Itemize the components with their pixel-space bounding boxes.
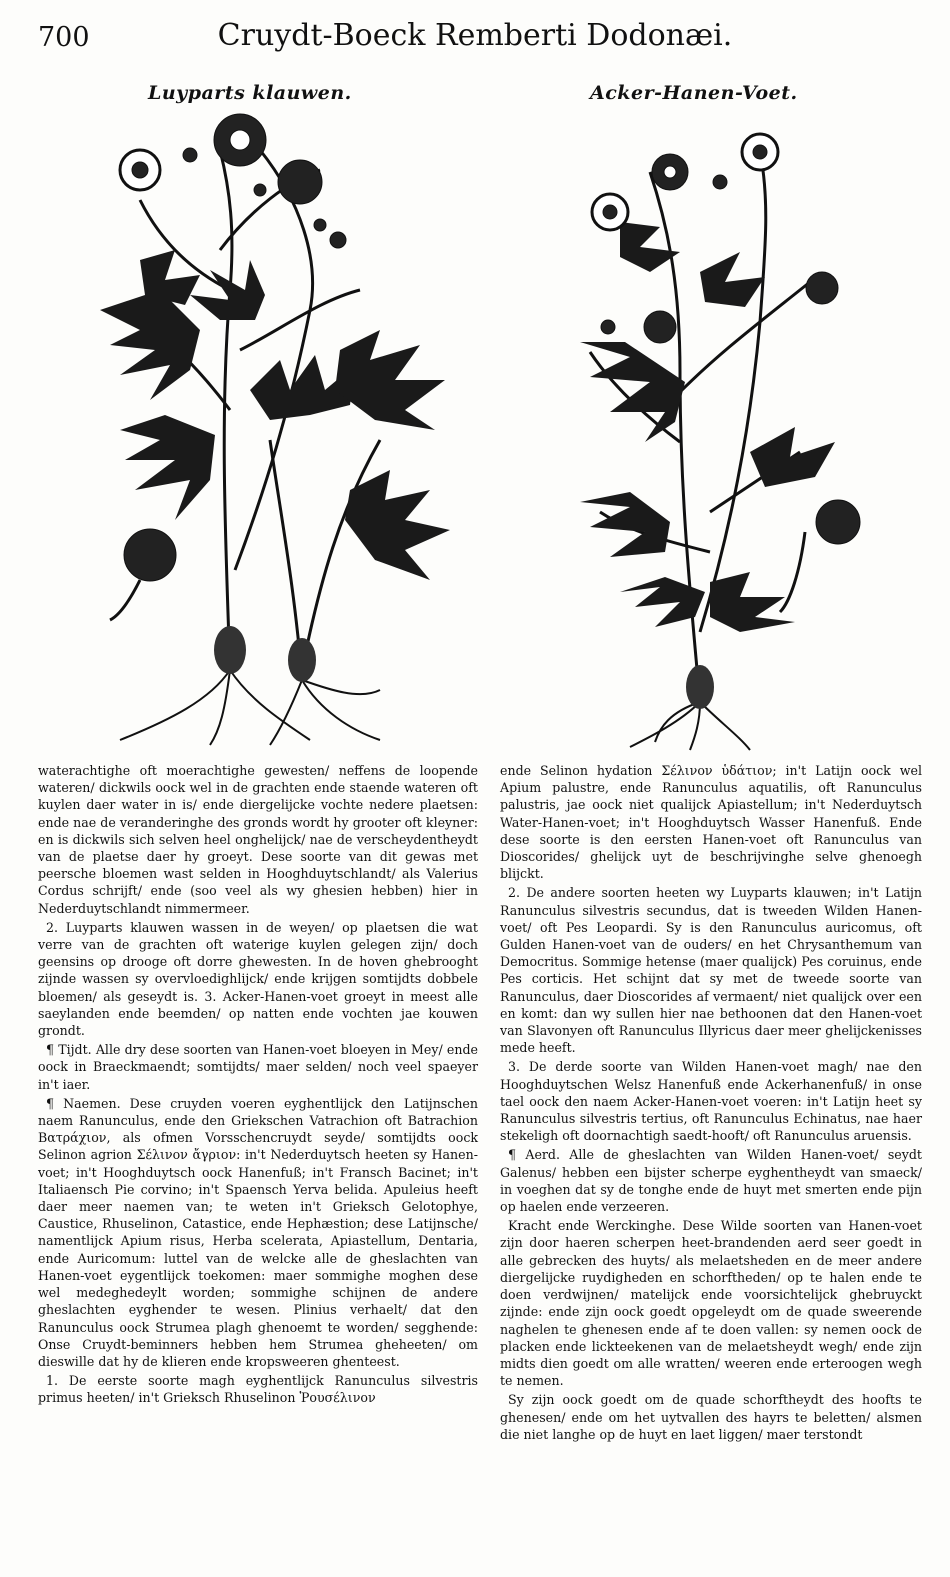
text-column-left — [38, 762, 478, 1407]
paragraph: 3. De derde soorte van Wilden Hanen-voet magh/ nae den Hooghduytschen Welsz Hanenfuß ende Ackerhanenfuß/ in onse tael oock den naem Acker-Hanen-voet voeren: in't Latijn heet sy Ranunculus silvestris tertius, oft Ranunculus Echinatus, nae haer stekeligh oft doornachtigh saedt-hooft/ oft Ranunculus aruensis. — [500, 1059, 922, 1144]
figure-caption-left: Luyparts klauwen. — [148, 82, 352, 104]
paragraph: Sy zijn oock goedt om de quade schorftheydt des hoofts te ghenesen/ ende om het uytvallen des hayrs te beletten/ alsmen die niet langhe op de huyt en laet liggen/ maer terstondt — [500, 1392, 922, 1442]
paragraph: ¶ Naemen. Dese cruyden voeren eyghentlijck den Latijnschen naem Ranunculus, ende den Griekschen Vatrachion oft Batrachion Βατράχιον, als ofmen Vorsschencruydt seyde/ somtijdts oock Selinon agrion Σέλινον ἄγριον: in't Nederduytsch heeten sy Hanen-voet; in't Hooghduytsch oock Hanenfuß; in't Fransch Bacinet; in't Italiaensch Pie corvino; in't Spaensch Yerva belida. Apuleius heeft daer meer naemen van; te weten in't Grieksch Gelotophye, Caustice, Rhuselinon, Catastice, ende Hephæstion; dese Latijnsche/ namentlijck Apium risus, Herba scelerata, Apiastellum, Dentaria, ende Auricomum: luttel van de welcke alle de gheslachten van Hanen-voet eygentlijck toekomen: maer sommighe moghen dese wel medeghedeylt worden; sommighe schijnen de andere gheslachten eyghender te wesen. Plinius verhaelt/ dat den Ranunculus oock Strumea plagh ghenoemt te worden/ segghende: Onse Cruydt-beminners hebben hem Strumea gheheeten/ om dieswille dat hy de klieren ende kropsweeren ghenteest. — [38, 1095, 478, 1369]
paragraph: ¶ Aerd. Alle de gheslachten van Wilden Hanen-voet/ seydt Galenus/ hebben een bijster scherpe eyghentheydt van smaeck/ in voeghen dat sy de tonghe ende de huyt met smerten ende pijn op haelen ende verzeeren. — [500, 1147, 922, 1215]
page-header — [0, 18, 950, 58]
running-title: Cruydt-Boeck Remberti Dodonæi. — [217, 18, 733, 53]
text-column-right — [500, 762, 922, 1443]
figure-caption-right: Acker-Hanen-Voet. — [590, 82, 798, 104]
paragraph: 2. De andere soorten heeten wy Luyparts klauwen; in't Latijn Ranunculus silvestris secundus, dat is tweeden Wilden Hanen-voet/ oft Pes Leopardi. Sy is den Ranunculus auricomus, oft Gulden Hanen-voet van de ouders/ en het Chrysanthemum van Democritus. Sommige hetense (maer qualijck) Pes coruinus, ende Pes corticis. Het schijnt dat sy met de tweede soorte van Ranunculus, daer Dioscorides af vermaent/ niet qualijck over een en komt: dan wy sullen hier nae bethoonen dat den Hanen-voet van Slavonyen oft Ranunculus Illyricus daer meer ghelijckenisses mede heeft. — [500, 885, 922, 1056]
paragraph: 2. Luyparts klauwen wassen in de weyen/ op plaetsen die wat verre van de grachten oft waterige kuylen gelegen zijn/ doch geensins op drooge oft dorre ghewesten. In de hoven ghebrooght zijnde wassen sy overvloedighlijck/ ende krijgen somtijdts dobbele bloemen/ als geseydt is. 3. Acker-Hanen-voet groeyt in meest alle saeylanden ende beemden/ op natten ende vochten jae kouwen grondt. — [38, 919, 478, 1039]
woodcut-illustration-left — [80, 110, 460, 750]
paragraph: waterachtighe oft moerachtighe gewesten/ neffens de loopende wateren/ dickwils oock wel in de grachten ende staende wateren oft kuylen daer water in is/ ende diergelijcke vochte nedere plaetsen: ende nae de veranderinghe des gronds wordt hy grooter oft kleyner: en is dickwils sich selven heel onghelijck/ nae de verscheydentheydt van de plaetse daer hy groeyt. Dese soorte van dit gewas met peersche bloemen wast selden in Hooghduytschlandt/ als Valerius Cordus schrijft/ ende (soo veel als wy ghesien hebben) hier in Nederduytschlandt nimmermeer. — [38, 763, 478, 916]
paragraph: ¶ Tijdt. Alle dry dese soorten van Hanen-voet bloeyen in Mey/ ende oock in Braeckmaendt; somtijdts/ maer selden/ noch veel spaeyer in't iaer. — [38, 1042, 478, 1092]
paragraph: ende Selinon hydation Σέλινον ὑδάτιον; in't Latijn oock wel Apium palustre, ende Ranunculus aquatilis, oft Ranunculus palustris, jae oock niet qualijck Apiastellum; in't Nederduytsch Water-Hanen-voet; in't Hooghduytsch Wasser Hanenfuß. Ende dese soorte is den eersten Hanen-voet oft Ranunculus van Dioscorides/ ghelijck uyt de beschrijvinghe selve ghenoegh blijckt. — [500, 763, 922, 882]
paragraph: 1. De eerste soorte magh eyghentlijck Ranunculus silvestris primus heeten/ in't Grieksch Rhuselinon Ῥουσέλινον — [38, 1373, 478, 1406]
paragraph: Kracht ende Werckinghe. Dese Wilde soorten van Hanen-voet zijn door haeren scherpen heet-brandenden aerd seer goedt in alle gebrecken des huyts/ als melaetsheden en de meer andere diergelijcke ruydigheden en schorftheden/ op te halen ende te doen verdwijnen/ matelijck ende voorsichtelijck ghebruyckt zijnde: ende zijn oock goedt opgeleydt om de quade sweerende naghelen te ghenesen ende af te doen vallen: sy nemen oock de placken ende lickteekenen van de melaetsheydt wegh/ ende zijn midts dien goedt om alle wratten/ weeren ende erteroogen wegh te nemen. — [500, 1218, 922, 1389]
page-number: 700 — [38, 22, 90, 53]
woodcut-illustration-right — [560, 112, 870, 752]
